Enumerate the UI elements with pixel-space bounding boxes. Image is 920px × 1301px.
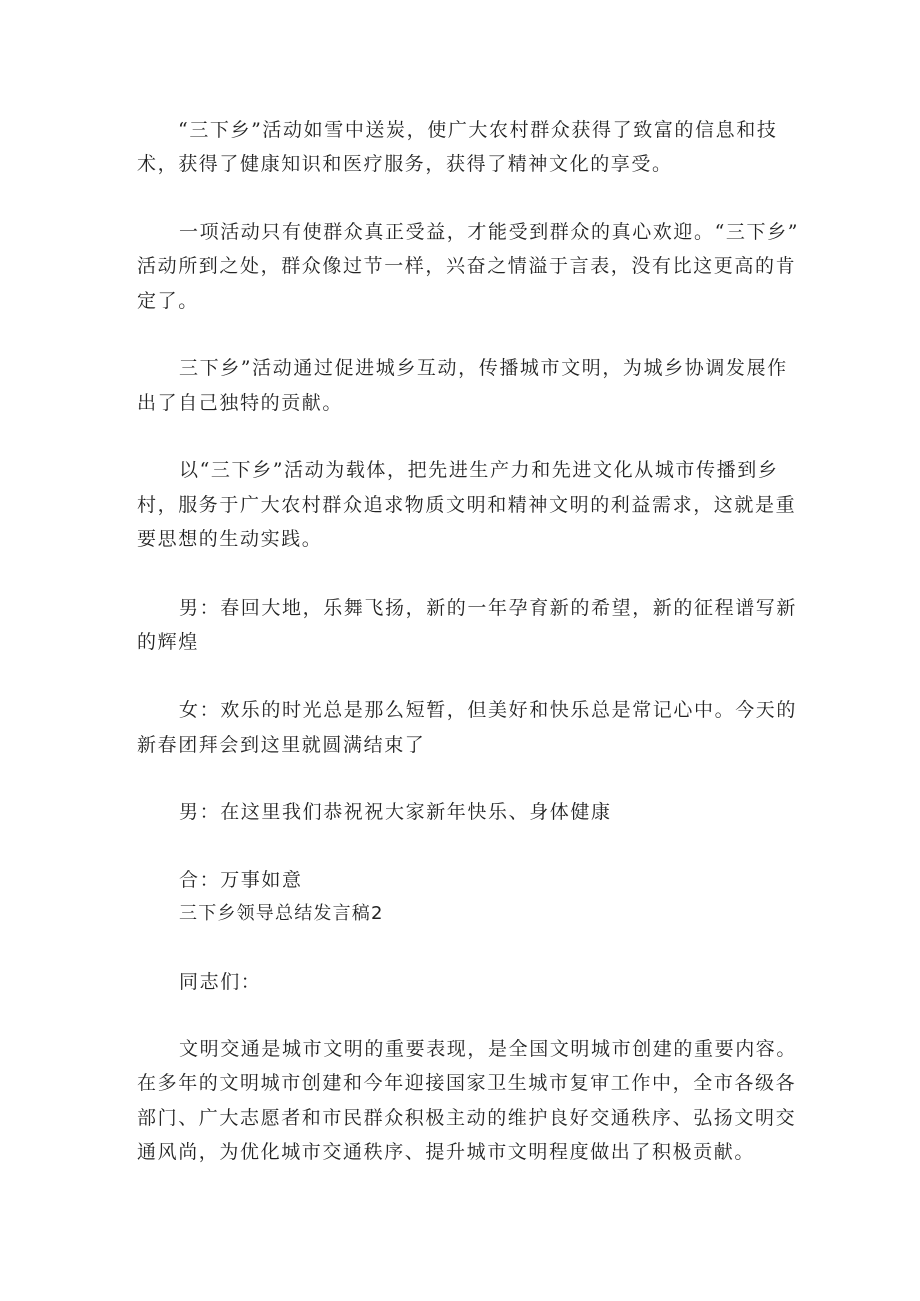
paragraph-1-line-2: 定了。 (137, 290, 199, 312)
paragraph-4-line-0: 男：春回大地，乐舞飞扬，新的一年孕育新的希望，新的征程谱写新 (179, 597, 798, 619)
paragraph-3-line-0: 以“三下乡”活动为载体，把先进生产力和先进文化从城市传播到乡 (179, 459, 779, 481)
paragraph-1-line-0: 一项活动只有使群众真正受益，才能受到群众的真心欢迎。“三下乡” (179, 221, 800, 243)
paragraph-10-line-0: 文明交通是城市文明的重要表现，是全国文明城市创建的重要内容。 (179, 1038, 798, 1060)
paragraph-10-line-1: 在多年的文明城市创建和今年迎接国家卫生城市复审工作中，全市各级各 (137, 1072, 797, 1094)
paragraph-3-line-1: 村，服务于广大农村群众追求物质文明和精神文明的利益需求，这就是重 (137, 494, 797, 516)
paragraph-10-line-2: 部门、广大志愿者和市民群众积极主动的维护良好交通秩序、弘扬文明交 (137, 1107, 797, 1129)
paragraph-0-line-0: “三下乡”活动如雪中送炭，使广大农村群众获得了致富的信息和技 (178, 119, 778, 141)
paragraph-5-line-0: 女：欢乐的时光总是那么短暂，但美好和快乐总是常记心中。今天的 (179, 699, 798, 721)
section-title: 三下乡领导总结发言稿2 (179, 903, 384, 924)
paragraph-7-line-0: 合：万事如意 (179, 869, 303, 891)
paragraph-9-line-0: 同志们： (179, 971, 262, 993)
paragraph-0-line-1: 术，获得了健康知识和医疗服务，获得了精神文化的享受。 (137, 153, 673, 175)
paragraph-3-line-2: 要思想的生动实践。 (137, 528, 323, 550)
paragraph-2-line-1: 出了自己独特的贡献。 (137, 392, 344, 414)
paragraph-1-line-1: 活动所到之处，群众像过节一样，兴奋之情溢于言表，没有比这更高的肯 (137, 255, 797, 277)
paragraph-2-line-0: 三下乡”活动通过促进城乡互动，传播城市文明，为城乡协调发展作 (179, 357, 788, 379)
paragraph-5-line-1: 新春团拜会到这里就圆满结束了 (137, 734, 426, 756)
paragraph-4-line-1: 的辉煌 (137, 631, 199, 653)
paragraph-10-line-3: 通风尚，为优化城市交通秩序、提升城市文明程度做出了积极贡献。 (137, 1141, 756, 1163)
paragraph-6-line-0: 男：在这里我们恭祝祝大家新年快乐、身体健康 (179, 801, 612, 823)
